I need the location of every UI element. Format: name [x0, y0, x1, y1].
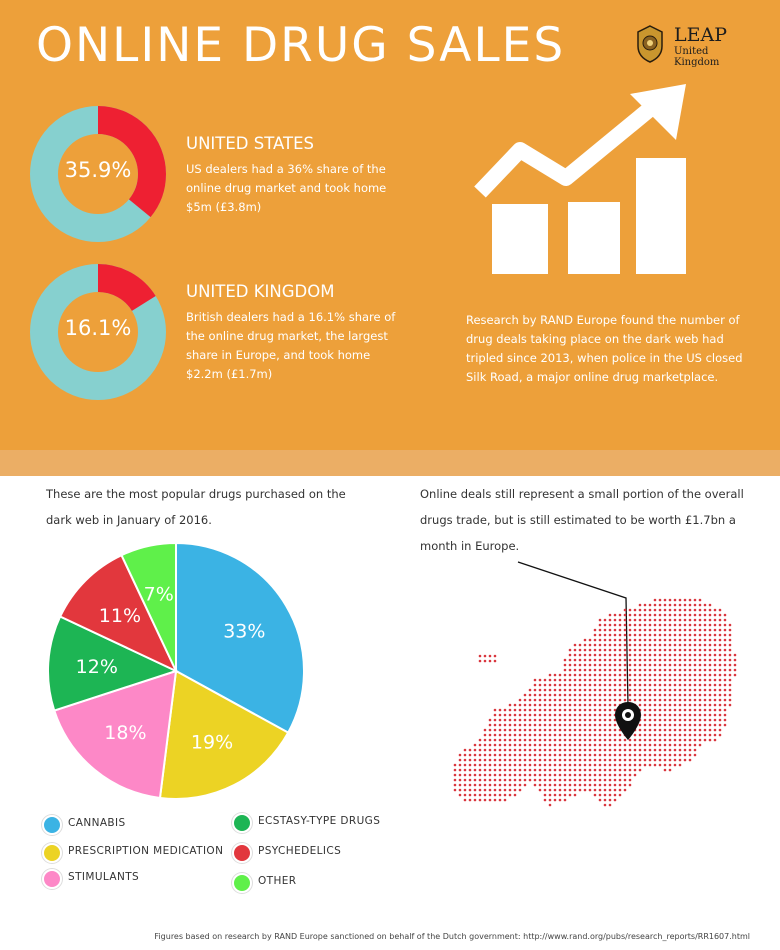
uk-description: British dealers had a 16.1% share of the online drug market, the largest share in Europe, and took home $2.2m (£1.7m)	[186, 310, 396, 381]
legend-label-other: OTHER	[258, 875, 297, 887]
legend-swatch-prescription	[42, 843, 62, 863]
map-pin-icon	[612, 700, 644, 742]
logo-subtitle: United Kingdom	[674, 46, 720, 68]
pie-label-psychedelics: 11%	[98, 604, 142, 627]
legend-label-prescription: PRESCRIPTION MEDICATION	[68, 845, 224, 857]
legend-label-ecstasy: ECSTASY-TYPE DRUGS	[258, 815, 381, 827]
logo-name: LEAP	[674, 24, 727, 46]
legend-swatch-other	[232, 873, 252, 893]
us-description: US dealers had a 36% share of the online drug market and took home $5m (£3.8m)	[186, 162, 387, 214]
pie-label-other: 7%	[143, 583, 174, 606]
research-summary: Research by RAND Europe found the number of drug deals taking place on the dark web had tripled since 2013, when police in the US closed Silk Road, a major online drug marketplace.	[466, 313, 743, 384]
pie-label-stimulants: 18%	[104, 722, 147, 745]
europe-dot-map	[440, 560, 740, 820]
leap-logo	[634, 24, 754, 68]
drug-share-pie-chart	[46, 538, 306, 804]
pie-label-ecstasy-type-drugs: 12%	[75, 656, 118, 679]
rising-bar-chart-icon	[470, 80, 690, 280]
legend-swatch-cannabis	[42, 815, 62, 835]
map-intro: Online deals still represent a small portion of the overall drugs trade, but is still estimated to be worth £1.7bn a month in Europe.	[420, 487, 744, 553]
source-footnote: Figures based on research by RAND Europe sanctioned on behalf of the Dutch government: http://www.rand.org/pubs/research_reports/RR1607.html	[154, 932, 750, 941]
legend-swatch-ecstasy	[232, 813, 252, 833]
legend-swatch-psychedelics	[232, 843, 252, 863]
police-badge-icon	[634, 24, 666, 64]
pie-intro: These are the most popular drugs purchased on the dark web in January of 2016.	[46, 487, 346, 527]
us-donut	[28, 104, 168, 244]
legend-swatch-stimulants	[42, 869, 62, 889]
page-title: ONLINE DRUG SALES	[36, 18, 566, 73]
uk-donut	[28, 262, 168, 402]
uk-heading: UNITED KINGDOM	[186, 282, 335, 301]
legend-label-stimulants: STIMULANTS	[68, 871, 140, 883]
uk-donut-label: 16.1%	[64, 316, 132, 340]
us-heading: UNITED STATES	[186, 134, 314, 153]
divider-stripe	[0, 450, 780, 476]
legend-label-psychedelics: PSYCHEDELICS	[258, 845, 342, 857]
legend-label-cannabis: CANNABIS	[68, 817, 126, 829]
pie-label-prescription-medication: 19%	[190, 731, 234, 754]
us-donut-label: 35.9%	[64, 158, 132, 182]
pie-label-cannabis: 33%	[223, 620, 266, 643]
